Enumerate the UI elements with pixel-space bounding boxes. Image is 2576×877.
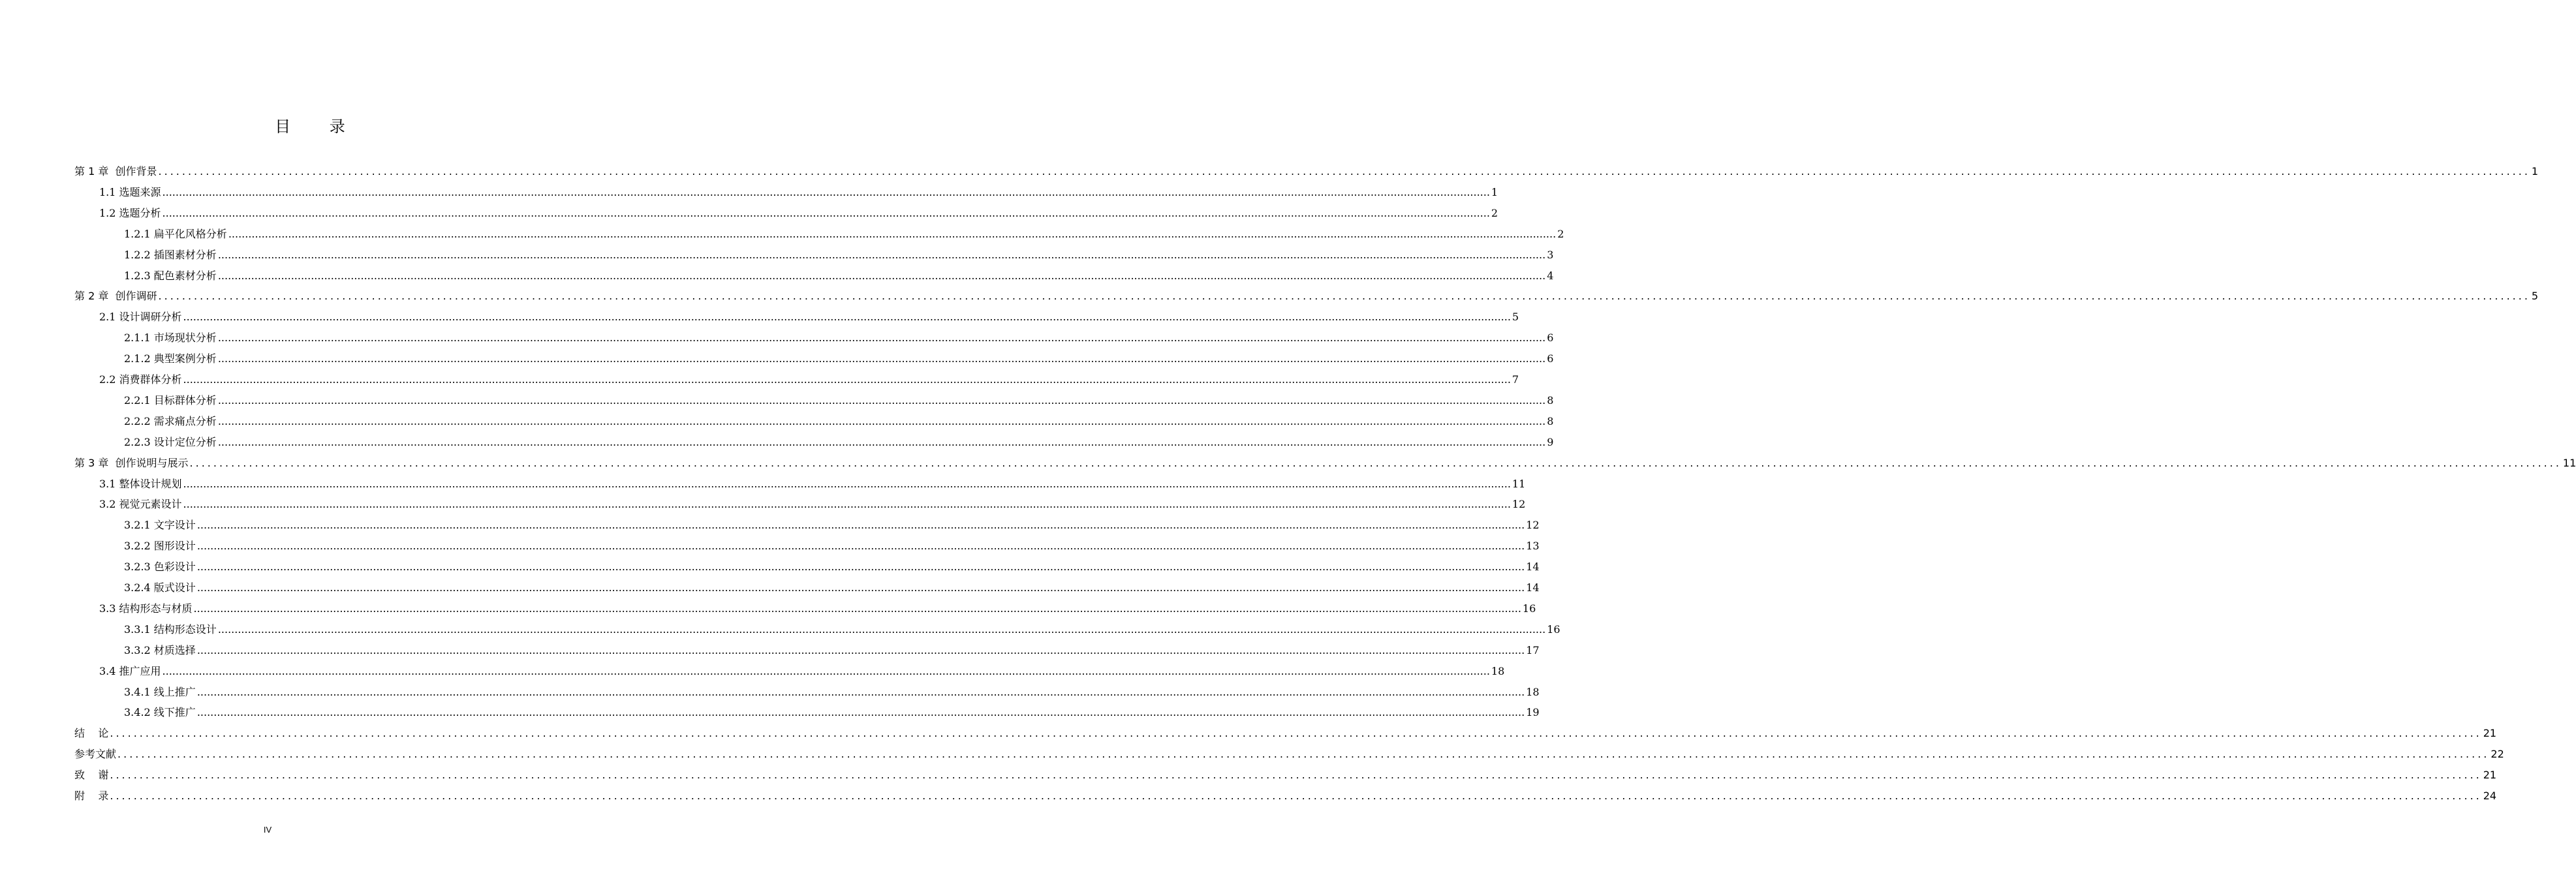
toc-entry-label: 第 3 章 创作说明与展示 <box>74 456 189 469</box>
dot-leader: ................................................................................................................................................................................................................................................................................................................................................................................................................ <box>193 602 1521 615</box>
dot-leader: ................................................................................................................................................................................................................................................................................................................................................................................................................ <box>183 498 1511 511</box>
dot-leader: ................................................................................................................................................................................................................................................................................................................................................................................................................ <box>183 477 1511 490</box>
dot-leader: ................................................................................................................................................................................................................................................................................................................................................................................................................ <box>189 456 2562 469</box>
toc-entry-label: 2.2.2 需求痛点分析 <box>124 414 217 427</box>
toc-entry-page-number: 1 <box>2531 165 2539 177</box>
toc-entry-label: 3.2.2 图形设计 <box>124 540 196 553</box>
dot-leader: ................................................................................................................................................................................................................................................................................................................................................................................................................ <box>162 185 1490 198</box>
toc-entry-label: 2.2.1 目标群体分析 <box>124 393 217 407</box>
toc-entry-page-number: 14 <box>1526 581 1540 594</box>
toc-chapter-entry[interactable] <box>74 284 2539 303</box>
toc-entry-label: 2.2 消费群体分析 <box>99 373 182 386</box>
toc-subsection-entry[interactable] <box>124 388 1554 408</box>
toc-entry-label: 结 论 <box>74 727 109 740</box>
dot-leader: ................................................................................................................................................................................................................................................................................................................................................................................................................ <box>196 706 1525 719</box>
toc-subsection-entry[interactable] <box>124 700 1540 720</box>
toc-chapter-entry[interactable] <box>74 763 2497 782</box>
toc-entry-page-number: 18 <box>1526 685 1540 698</box>
dot-leader: ................................................................................................................................................................................................................................................................................................................................................................................................................ <box>217 269 1546 282</box>
toc-entry-label: 3.4.2 线下推广 <box>124 706 196 719</box>
dot-leader: ................................................................................................................................................................................................................................................................................................................................................................................................................ <box>196 643 1525 656</box>
dot-leader: ................................................................................................................................................................................................................................................................................................................................................................................................................ <box>196 540 1525 553</box>
toc-subsection-entry[interactable] <box>124 326 1554 345</box>
toc-entry-label: 第 2 章 创作调研 <box>74 290 157 303</box>
toc-subsection-entry[interactable] <box>124 430 1554 450</box>
toc-entry-page-number: 21 <box>2483 727 2497 740</box>
toc-subsection-entry[interactable] <box>124 409 1554 429</box>
dot-leader: ................................................................................................................................................................................................................................................................................................................................................................................................................ <box>217 331 1546 345</box>
dot-leader: ................................................................................................................................................................................................................................................................................................................................................................................................................ <box>217 435 1546 448</box>
toc-chapter-entry[interactable] <box>74 721 2497 741</box>
toc-entry-page-number: 22 <box>2491 748 2504 761</box>
toc-chapter-entry[interactable] <box>74 784 2497 803</box>
toc-entry-page-number: 17 <box>1526 643 1540 656</box>
toc-entry-page-number: 12 <box>1526 519 1540 532</box>
toc-entry-page-number: 16 <box>1522 602 1536 615</box>
toc-entry-page-number: 1 <box>1491 185 1498 198</box>
toc-entry-page-number: 12 <box>1512 498 1526 511</box>
toc-entry-label: 第 1 章 创作背景 <box>74 165 157 177</box>
toc-subsection-entry[interactable] <box>124 534 1540 553</box>
toc-entry-page-number: 8 <box>1547 393 1554 407</box>
toc-entry-page-number: 2 <box>1491 206 1498 219</box>
toc-entry-page-number: 7 <box>1512 373 1519 386</box>
toc-subsection-entry[interactable] <box>124 555 1540 574</box>
toc-section-entry[interactable] <box>99 659 1505 679</box>
toc-entry-page-number: 5 <box>1512 311 1519 324</box>
toc-entry-label: 3.2 视觉元素设计 <box>99 498 182 511</box>
toc-entry-page-number: 13 <box>1526 540 1540 553</box>
toc-entry-page-number: 11 <box>1512 477 1526 490</box>
dot-leader: ................................................................................................................................................................................................................................................................................................................................................................................................................ <box>110 727 2482 740</box>
toc-entry-label: 参考文献 <box>74 748 117 761</box>
dot-leader: ................................................................................................................................................................................................................................................................................................................................................................................................................ <box>217 414 1546 427</box>
toc-title: 目 录 <box>275 117 362 136</box>
dot-leader: ................................................................................................................................................................................................................................................................................................................................................................................................................ <box>162 206 1490 219</box>
toc-entry-label: 2.1 设计调研分析 <box>99 311 182 324</box>
toc-entry-label: 1.2.3 配色素材分析 <box>124 269 217 282</box>
toc-entry-page-number: 3 <box>1547 248 1554 261</box>
toc-entry-page-number: 6 <box>1547 352 1554 365</box>
toc-section-entry[interactable] <box>99 472 1526 491</box>
toc-subsection-entry[interactable] <box>124 513 1540 532</box>
toc-chapter-entry[interactable] <box>74 451 2576 470</box>
dot-leader: ................................................................................................................................................................................................................................................................................................................................................................................................................ <box>158 165 2530 177</box>
toc-subsection-entry[interactable] <box>124 638 1540 658</box>
dot-leader: ................................................................................................................................................................................................................................................................................................................................................................................................................ <box>196 519 1525 532</box>
toc-entry-label: 3.4 推广应用 <box>99 664 161 677</box>
toc-entry-label: 3.3.1 结构形态设计 <box>124 623 217 636</box>
toc-entry-page-number: 5 <box>2531 290 2539 303</box>
toc-entry-page-number: 14 <box>1526 561 1540 574</box>
toc-entry-page-number: 9 <box>1547 435 1554 448</box>
toc-entry-label: 2.1.1 市场现状分析 <box>124 331 217 345</box>
toc-entry-label: 3.3 结构形态与材质 <box>99 602 193 615</box>
toc-chapter-entry[interactable] <box>74 159 2539 179</box>
toc-entry-label: 3.1 整体设计规划 <box>99 477 182 490</box>
toc-entry-label: 3.2.4 版式设计 <box>124 581 196 594</box>
toc-subsection-entry[interactable] <box>124 264 1554 283</box>
toc-subsection-entry[interactable] <box>124 222 1564 241</box>
toc-entry-label: 2.2.3 设计定位分析 <box>124 435 217 448</box>
toc-entry-page-number: 8 <box>1547 414 1554 427</box>
toc-section-entry[interactable] <box>99 201 1498 221</box>
toc-entry-label: 3.2.1 文字设计 <box>124 519 196 532</box>
dot-leader: ................................................................................................................................................................................................................................................................................................................................................................................................................ <box>228 227 1557 240</box>
toc-chapter-entry[interactable] <box>74 742 2504 762</box>
toc-subsection-entry[interactable] <box>124 576 1540 595</box>
toc-section-entry[interactable] <box>99 492 1526 512</box>
dot-leader: ................................................................................................................................................................................................................................................................................................................................................................................................................ <box>183 373 1511 386</box>
toc-entry-page-number: 24 <box>2483 790 2497 802</box>
toc-section-entry[interactable] <box>99 596 1536 616</box>
toc-section-entry[interactable] <box>99 367 1519 387</box>
toc-entry-page-number: 4 <box>1547 269 1554 282</box>
toc-entry-label: 1.2.2 插图素材分析 <box>124 248 217 261</box>
toc-entry-page-number: 11 <box>2562 456 2576 469</box>
toc-entry-page-number: 16 <box>1547 623 1560 636</box>
dot-leader: ................................................................................................................................................................................................................................................................................................................................................................................................................ <box>162 664 1490 677</box>
toc-subsection-entry[interactable] <box>124 617 1560 637</box>
dot-leader: ................................................................................................................................................................................................................................................................................................................................................................................................................ <box>110 790 2482 802</box>
toc-subsection-entry[interactable] <box>124 346 1554 366</box>
dot-leader: ................................................................................................................................................................................................................................................................................................................................................................................................................ <box>217 352 1546 365</box>
toc-entry-page-number: 6 <box>1547 331 1554 345</box>
toc-entry-label: 1.2 选题分析 <box>99 206 161 219</box>
toc-subsection-entry[interactable] <box>124 243 1554 262</box>
toc-entry-label: 致 谢 <box>74 769 109 782</box>
toc-section-entry[interactable] <box>99 180 1498 200</box>
dot-leader: ................................................................................................................................................................................................................................................................................................................................................................................................................ <box>196 561 1525 574</box>
dot-leader: ................................................................................................................................................................................................................................................................................................................................................................................................................ <box>183 311 1511 324</box>
toc-entry-label: 1.1 选题来源 <box>99 185 161 198</box>
toc-entry-page-number: 19 <box>1526 706 1540 719</box>
dot-leader: ................................................................................................................................................................................................................................................................................................................................................................................................................ <box>117 748 2490 761</box>
dot-leader: ................................................................................................................................................................................................................................................................................................................................................................................................................ <box>158 290 2530 303</box>
toc-entry-label: 1.2.1 扁平化风格分析 <box>124 227 227 240</box>
toc-entry-page-number: 2 <box>1557 227 1564 240</box>
dot-leader: ................................................................................................................................................................................................................................................................................................................................................................................................................ <box>196 581 1525 594</box>
toc-entry-page-number: 21 <box>2483 769 2497 782</box>
toc-entry-label: 3.2.3 色彩设计 <box>124 561 196 574</box>
dot-leader: ................................................................................................................................................................................................................................................................................................................................................................................................................ <box>217 623 1546 636</box>
toc-entry-label: 3.3.2 材质选择 <box>124 643 196 656</box>
toc-entry-label: 附 录 <box>74 790 109 802</box>
dot-leader: ................................................................................................................................................................................................................................................................................................................................................................................................................ <box>110 769 2482 782</box>
dot-leader: ................................................................................................................................................................................................................................................................................................................................................................................................................ <box>217 248 1546 261</box>
toc-entry-page-number: 18 <box>1491 664 1505 677</box>
toc-subsection-entry[interactable] <box>124 680 1540 700</box>
page-number-footer: IV <box>263 825 272 835</box>
toc-section-entry[interactable] <box>99 305 1519 324</box>
dot-leader: ................................................................................................................................................................................................................................................................................................................................................................................................................ <box>196 685 1525 698</box>
toc-entry-label: 2.1.2 典型案例分析 <box>124 352 217 365</box>
dot-leader: ................................................................................................................................................................................................................................................................................................................................................................................................................ <box>217 393 1546 407</box>
toc-entry-label: 3.4.1 线上推广 <box>124 685 196 698</box>
